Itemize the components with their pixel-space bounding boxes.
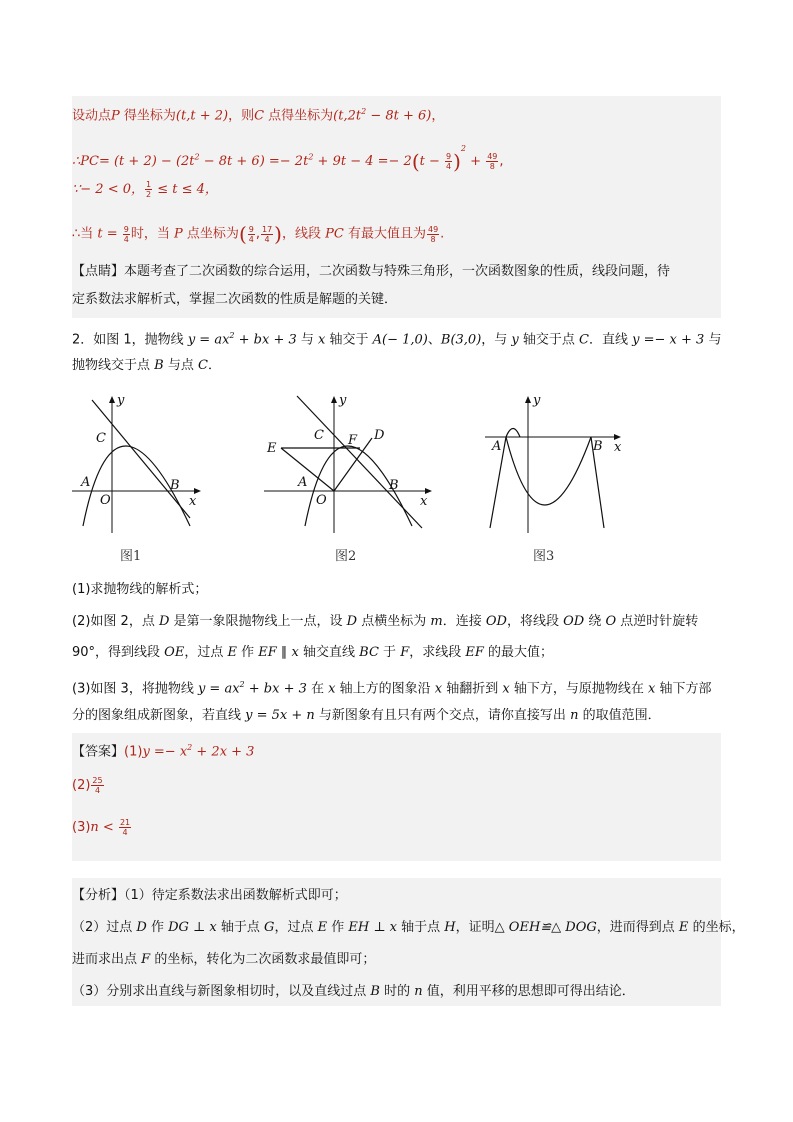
math: n (410, 984, 427, 999)
math: E (313, 920, 332, 935)
math: + bx + 3 (244, 681, 312, 697)
text: (2) (72, 778, 91, 793)
math: ≤ t ≤ 4， (153, 182, 218, 197)
y-axis-arrow (331, 396, 337, 403)
solution-line-4 (72, 224, 721, 245)
text: 、 (427, 332, 441, 348)
fraction: $\frac{1}{2}$ (146, 180, 152, 199)
math: − 8t + 6) (366, 108, 432, 124)
text: (2)如图 2，点 (72, 614, 155, 629)
text: 的最大值； (488, 645, 554, 660)
math: OD (558, 614, 589, 629)
math: + 9t − 4 =− 2 (313, 154, 412, 169)
text: 时的 (384, 984, 411, 999)
solution-line-3 (72, 180, 721, 200)
text: ，则 (228, 108, 255, 124)
point-p: P (169, 226, 187, 242)
answer-line-2 (72, 776, 721, 796)
text: , (255, 226, 260, 242)
math: x (498, 681, 514, 697)
folded-arc (506, 429, 520, 438)
text: 轴下方，与原抛物线在 (513, 681, 644, 697)
math: + 2x + 3 (192, 744, 255, 760)
math: t − (419, 154, 445, 169)
text: 作 (331, 920, 345, 935)
text: ∥ (280, 645, 288, 660)
fraction: $\frac{9}{4}$ (123, 224, 129, 244)
label-f: F (348, 433, 358, 448)
segment-oe (281, 448, 334, 491)
fraction: $\frac{17}{4}$ (261, 224, 273, 244)
math: t = (93, 226, 122, 242)
fraction: $\frac{25}{4}$ (92, 776, 103, 795)
answer-label: 【答案】 (72, 744, 125, 760)
subquestion-3-line-1 (72, 675, 721, 699)
label-y: y (339, 393, 347, 408)
text: ，证明 (455, 920, 495, 935)
exponent: 2 (308, 152, 314, 162)
exponent: 2 (194, 152, 200, 162)
text: 进而求出点 (72, 952, 138, 967)
figure-1-caption: 图1 (120, 549, 142, 564)
math: x (287, 645, 304, 660)
math: y = 5x + n (241, 708, 319, 723)
math: ∴PC= (t + 2) − (2t (72, 154, 195, 169)
lower-arc (506, 437, 591, 505)
math: E (674, 920, 693, 935)
math: ∵− 2 < 0， (72, 182, 144, 197)
text: 有最大值且为 (347, 226, 426, 242)
text: 时，当 (130, 226, 170, 242)
text: 与 (300, 332, 314, 348)
y-axis-arrow (525, 396, 531, 403)
math: x (324, 681, 340, 697)
text: ，与 (481, 332, 508, 348)
y-axis-arrow (109, 396, 115, 403)
analysis-line-2 (72, 918, 745, 938)
fraction: $\frac{9}{4}$ (248, 224, 254, 244)
text: ，过点 (274, 920, 314, 935)
text: 90°，得到线段 (72, 645, 161, 660)
math: EF (461, 645, 489, 660)
math: (t,2t (333, 108, 362, 124)
question-line-2 (72, 356, 721, 376)
label-o: O (100, 493, 111, 508)
text: 是第一象限抛物线上一点，设 (173, 614, 343, 629)
label-x: x (614, 440, 622, 455)
math: C (574, 332, 590, 348)
text: ，线段 (281, 226, 321, 242)
figure-3-caption: 图3 (533, 549, 555, 564)
math: G (259, 920, 275, 935)
paren: ) (274, 222, 282, 246)
exponent: 2 (229, 331, 235, 340)
label-b: B (593, 439, 603, 454)
text: . (440, 226, 445, 242)
text: (3)如图 3，将抛物线 (72, 681, 194, 697)
text: ，进而得到点 (596, 920, 675, 935)
note-line-1 (72, 262, 721, 282)
math: x (313, 332, 330, 348)
text: 的取值范围． (582, 708, 661, 723)
text: 点逆时针旋转 (620, 614, 699, 629)
text: 轴交直线 (303, 645, 356, 660)
text: 【分析】（1）待定系数法求出函数解析式即可； (72, 888, 347, 903)
text: (3) (72, 820, 91, 835)
math: EH ⊥ x (344, 920, 402, 935)
figure-3 (480, 388, 630, 538)
answer-line-1 (72, 738, 721, 762)
math: m (426, 614, 443, 629)
label-x: x (420, 494, 428, 509)
label-b: B (170, 478, 180, 493)
text: , (499, 154, 504, 169)
math: H (440, 920, 456, 935)
solution-line-1 (72, 102, 721, 126)
label-o: O (316, 493, 327, 508)
label-a: A (81, 475, 91, 490)
text: 轴交于点 (522, 332, 575, 348)
text: ．直线 (589, 332, 629, 348)
text: ，过点 (184, 645, 224, 660)
math: O (601, 614, 621, 629)
subquestion-2-line-2 (72, 643, 721, 663)
answer-line-3 (72, 818, 721, 838)
math: C (193, 358, 208, 373)
text: 轴翻折到 (446, 681, 499, 697)
solution-block-bg (72, 96, 721, 318)
text: 轴于点 (220, 920, 260, 935)
fraction: $\frac{49}{8}$ (427, 224, 439, 244)
label-y: y (533, 393, 541, 408)
subquestion-3-line-2 (72, 706, 721, 726)
text: ．连接 (442, 614, 482, 629)
label-c: C (96, 431, 106, 446)
label-e: E (267, 441, 277, 456)
exponent: 2 (361, 107, 367, 116)
text: 与新图象有且只有两个交点，请你直接写出 (318, 708, 566, 723)
text: 于 (383, 645, 397, 660)
label-x: x (189, 494, 197, 509)
note-line-2 (72, 290, 721, 310)
text: 的坐标， (692, 920, 745, 935)
label-c: C (314, 428, 324, 443)
text: 点坐标为 (186, 226, 239, 242)
math: y = ax (193, 681, 240, 697)
segment-pc: PC (321, 226, 348, 242)
text: （2）过点 (72, 920, 133, 935)
math: D (342, 614, 362, 629)
text: 轴上方的图象沿 (339, 681, 431, 697)
math: B (150, 358, 168, 373)
text: 点横坐标为 (361, 614, 427, 629)
math: B (366, 984, 385, 999)
math: + bx + 3 (234, 332, 301, 348)
text: ，将线段 (506, 614, 559, 629)
exponent: 2 (460, 144, 467, 153)
label-y: y (117, 393, 125, 408)
math: (t,t + 2) (175, 108, 229, 124)
subquestion-2-line-1 (72, 612, 721, 632)
point-p: P (111, 108, 120, 124)
math: y = ax (183, 332, 230, 348)
text: 设动点 (72, 108, 112, 124)
question-line-1 (72, 326, 721, 350)
math: B(3,0) (440, 332, 482, 348)
math: △ OEH≌△ DOG (494, 920, 597, 935)
text: (1)求抛物线的解析式； (72, 582, 208, 597)
analysis-line-4 (72, 982, 721, 1002)
text: 点得坐标为 (264, 108, 334, 124)
math: y =− x (142, 744, 188, 760)
solution-line-2 (72, 139, 721, 172)
math: OE (160, 645, 185, 660)
text: 的坐标，转化为二次函数求最值即可； (154, 952, 376, 967)
math: x (430, 681, 447, 697)
text: 轴交于 (329, 332, 369, 348)
text: 与 (708, 332, 722, 348)
text: 值，利用平移的思想即可得出结论． (426, 984, 635, 999)
math: y (507, 332, 523, 348)
text: 与点 (167, 358, 194, 373)
figure-1 (70, 388, 210, 538)
math: + (466, 154, 486, 169)
text: 分的图象组成新图象，若直线 (72, 708, 242, 723)
math: OD (481, 614, 507, 629)
text: 【点睛】本题考查了二次函数的综合运用，二次函数与特殊三角形，一次函数图象的性质，线段问题，待 (72, 264, 671, 279)
math: x (643, 681, 660, 697)
text: 绕 (588, 614, 602, 629)
text: 得坐标为 (119, 108, 176, 124)
text: ， (431, 108, 445, 124)
math: EF (254, 645, 281, 660)
paren: ( (238, 222, 247, 246)
text: （3）分别求出直线与新图象相切时，以及直线过点 (72, 984, 367, 999)
fraction: $\frac{21}{4}$ (119, 818, 131, 837)
text: 在 (311, 681, 325, 697)
text: ，求线段 (409, 645, 462, 660)
math: n (565, 708, 583, 723)
math: E (223, 645, 242, 660)
text: 2．如图 1，抛物线 (72, 332, 184, 348)
figure-2-caption: 图2 (335, 549, 357, 564)
line-bc (297, 396, 422, 528)
text: ． (207, 358, 221, 373)
subquestion-1 (72, 580, 721, 600)
math: y =− x + 3 (628, 332, 709, 348)
fraction: $\frac{9}{4}$ (446, 152, 452, 171)
label-a: A (298, 475, 308, 490)
text: 轴于点 (401, 920, 441, 935)
text: 轴下方部 (659, 681, 712, 697)
text: 抛物线交于点 (72, 358, 151, 373)
paren: ( (411, 149, 420, 174)
math: − 8t + 6) =− 2t (199, 154, 309, 169)
math: D (154, 614, 174, 629)
paren: ) (453, 149, 461, 174)
label-b: B (389, 478, 399, 493)
math: F (137, 952, 155, 967)
fraction: $\frac{49}{8}$ (487, 152, 498, 171)
analysis-line-1 (72, 886, 721, 906)
text: (1) (124, 744, 143, 760)
label-a: A (492, 439, 502, 454)
text: 作 (150, 920, 164, 935)
math: n < (90, 820, 118, 835)
text: 定系数法求解析式，掌握二次函数的性质是解题的关键． (72, 292, 398, 307)
point-c: C (254, 108, 265, 124)
exponent: 2 (187, 743, 193, 752)
text: ∴当 (72, 226, 94, 242)
math: A(− 1,0) (368, 332, 428, 348)
analysis-line-3 (72, 950, 721, 970)
text: 作 (241, 645, 255, 660)
exponent: 2 (239, 680, 245, 689)
math: F (396, 645, 410, 660)
math: DG ⊥ x (163, 920, 221, 935)
math: D (132, 920, 151, 935)
figure-2 (262, 388, 437, 538)
math: BC (355, 645, 384, 660)
label-d: D (374, 428, 385, 443)
